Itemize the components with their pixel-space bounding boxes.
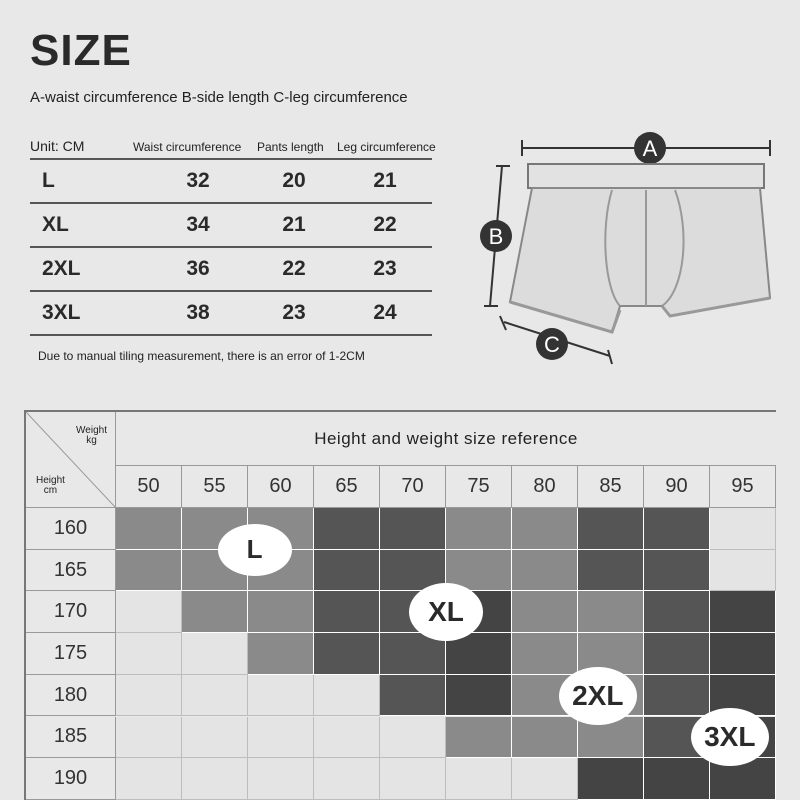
weight-header: 95 <box>710 466 776 508</box>
grid-cell <box>578 758 644 800</box>
grid-cell <box>446 717 512 759</box>
label-c: C <box>544 332 560 357</box>
grid-cell <box>380 758 446 800</box>
length-value: 20 <box>282 169 306 192</box>
grid-cell <box>380 717 446 759</box>
grid-cell <box>182 633 248 675</box>
header-waist: Waist circumference <box>133 140 242 154</box>
weight-header: 60 <box>248 466 314 508</box>
label-a: A <box>642 136 658 161</box>
weight-header: 75 <box>446 466 512 508</box>
grid-cell <box>116 508 182 550</box>
header-leg: Leg circumference <box>337 140 436 154</box>
size-row-3xl <box>30 290 432 336</box>
grid-cell <box>314 550 380 592</box>
size-row-l <box>30 158 432 202</box>
size-table-header <box>30 136 436 158</box>
leg-value: 21 <box>373 169 397 192</box>
grid-cell <box>644 550 710 592</box>
grid-cell <box>314 633 380 675</box>
grid-cell <box>644 675 710 717</box>
measurement-note: Due to manual tiling measurement, there is an error of 1-2CM <box>38 349 365 363</box>
grid-cell <box>314 508 380 550</box>
grid-cell <box>512 717 578 759</box>
grid-cell <box>314 675 380 717</box>
grid-cell <box>248 591 314 633</box>
grid-cell <box>710 591 776 633</box>
size-badge: 3XL <box>691 708 769 766</box>
grid-cell <box>116 550 182 592</box>
grid-cell <box>644 633 710 675</box>
waist-value: 32 <box>186 169 210 192</box>
grid-cell <box>446 508 512 550</box>
weight-header: 50 <box>116 466 182 508</box>
height-weight-grid <box>24 410 776 800</box>
length-value: 21 <box>282 213 306 236</box>
leg-value: 22 <box>373 213 397 236</box>
grid-cell <box>644 591 710 633</box>
grid-cell <box>578 591 644 633</box>
size-label: 3XL <box>42 301 81 324</box>
height-axis-label: Height cm <box>36 475 65 496</box>
height-header: 190 <box>26 758 116 800</box>
size-row-xl <box>30 202 432 246</box>
grid-cell <box>314 758 380 800</box>
grid-cell <box>116 675 182 717</box>
grid-cell <box>578 508 644 550</box>
grid-cell <box>248 717 314 759</box>
grid-cell <box>116 633 182 675</box>
height-header: 185 <box>26 717 116 759</box>
grid-cell <box>710 508 776 550</box>
size-badge: XL <box>409 583 483 641</box>
grid-cell <box>248 758 314 800</box>
grid-cell <box>380 508 446 550</box>
underwear-diagram <box>470 120 790 380</box>
grid-cell <box>446 758 512 800</box>
unit-label: Unit: CM <box>30 138 85 154</box>
measurement-legend: A-waist circumference B-side length C-leg circumference <box>30 89 408 106</box>
size-row-2xl <box>30 246 432 290</box>
header-length: Pants length <box>257 140 324 154</box>
weight-header: 80 <box>512 466 578 508</box>
size-label: L <box>42 169 55 192</box>
grid-cell <box>644 508 710 550</box>
grid-cell <box>248 675 314 717</box>
grid-cell <box>512 758 578 800</box>
waist-value: 34 <box>186 213 210 236</box>
height-header: 170 <box>26 591 116 633</box>
grid-cell <box>116 717 182 759</box>
page-title: SIZE <box>30 26 132 75</box>
grid-cell <box>314 717 380 759</box>
grid-cell <box>512 550 578 592</box>
weight-header: 85 <box>578 466 644 508</box>
grid-cell <box>182 675 248 717</box>
height-header: 165 <box>26 550 116 592</box>
grid-cell <box>116 591 182 633</box>
length-value: 22 <box>282 257 306 280</box>
leg-value: 23 <box>373 257 397 280</box>
height-header: 160 <box>26 508 116 550</box>
grid-cell <box>644 758 710 800</box>
grid-cell <box>512 633 578 675</box>
size-badge: L <box>218 524 292 576</box>
grid-cell <box>248 633 314 675</box>
height-header: 175 <box>26 633 116 675</box>
waistband <box>528 164 764 188</box>
grid-cell <box>512 508 578 550</box>
size-table <box>30 136 436 336</box>
grid-corner <box>26 412 116 508</box>
size-label: XL <box>42 213 69 236</box>
grid-cell <box>710 550 776 592</box>
grid-cell <box>710 633 776 675</box>
grid-cell <box>182 758 248 800</box>
grid-cell <box>578 550 644 592</box>
height-header: 180 <box>26 675 116 717</box>
weight-header: 65 <box>314 466 380 508</box>
size-badge: 2XL <box>559 667 637 725</box>
grid-cell <box>314 591 380 633</box>
waist-value: 36 <box>186 257 210 280</box>
grid-cell <box>380 675 446 717</box>
garment-body <box>510 188 770 332</box>
weight-header: 90 <box>644 466 710 508</box>
leg-value: 24 <box>373 301 397 324</box>
size-label: 2XL <box>42 257 81 280</box>
grid-cell <box>182 717 248 759</box>
length-value: 23 <box>282 301 306 324</box>
grid-cell <box>446 675 512 717</box>
waist-value: 38 <box>186 301 210 324</box>
weight-header: 70 <box>380 466 446 508</box>
grid-cell <box>182 591 248 633</box>
label-b: B <box>488 224 504 249</box>
weight-header: 55 <box>182 466 248 508</box>
grid-title: Height and weight size reference <box>116 412 776 466</box>
grid-cell <box>512 591 578 633</box>
grid-cell <box>116 758 182 800</box>
weight-axis-label: Weight kg <box>76 425 107 446</box>
